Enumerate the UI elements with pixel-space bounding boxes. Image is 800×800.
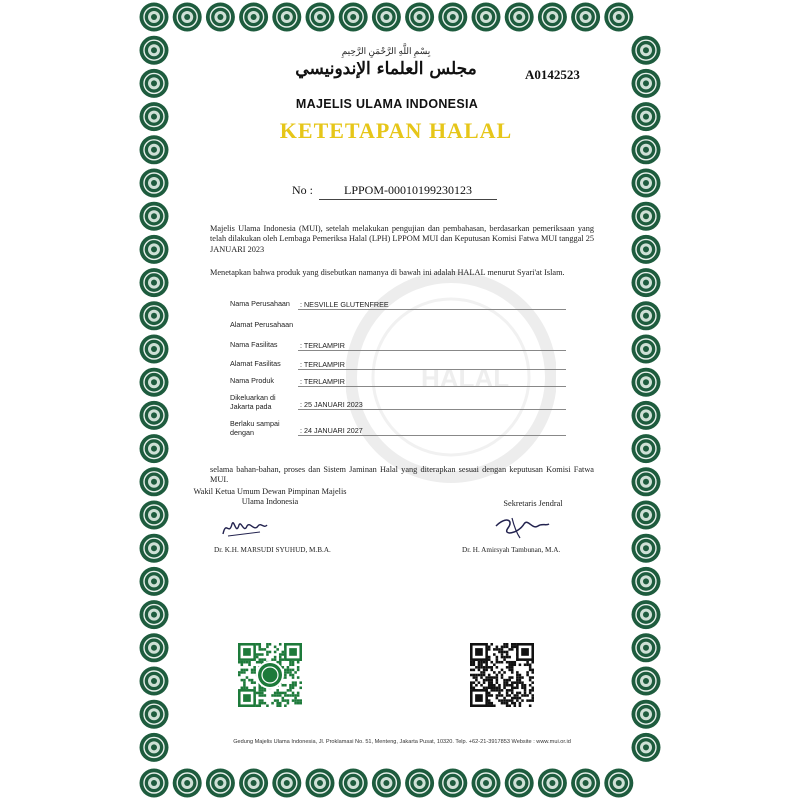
border-medallion xyxy=(339,769,368,798)
border-medallion xyxy=(632,135,661,164)
border-medallion xyxy=(140,368,169,397)
border-medallion xyxy=(632,733,661,762)
basmalah-text: بِسْمِ اللَّهِ الرَّحْمَنِ الرَّحِيمِ xyxy=(341,46,431,56)
border-medallion xyxy=(632,268,661,297)
field-label: Dikeluarkan di Jakarta pada xyxy=(230,393,276,411)
border-medallion xyxy=(632,534,661,563)
border-medallion xyxy=(604,3,633,32)
field-value: : NESVILLE GLUTENFREE xyxy=(298,300,566,310)
certificate-number: LPPOM-00010199230123 xyxy=(319,183,497,200)
border-medallion xyxy=(173,3,202,32)
border-medallion xyxy=(632,368,661,397)
border-medallion xyxy=(140,534,169,563)
border-medallion xyxy=(632,69,661,98)
border-medallion xyxy=(632,401,661,430)
border-medallion xyxy=(632,633,661,662)
right-signatory-title: Sekretaris Jendral xyxy=(503,499,563,508)
svg-text:HALAL: HALAL xyxy=(421,363,510,393)
document-title: KETETAPAN HALAL xyxy=(279,118,513,143)
border-medallion xyxy=(505,3,534,32)
border-medallion xyxy=(140,335,169,364)
border-medallion xyxy=(140,301,169,330)
field-label: Alamat Perusahaan xyxy=(230,320,294,329)
border-medallion xyxy=(140,202,169,231)
left-signatory-title: Wakil Ketua Umum Dewan Pimpinan Majelis Ulama Indonesia xyxy=(193,487,347,506)
border-medallion xyxy=(140,633,169,662)
border-medallion xyxy=(140,700,169,729)
field-label: Berlaku sampai dengan xyxy=(230,419,280,437)
border-medallion xyxy=(632,36,661,65)
border-medallion xyxy=(472,3,501,32)
border-medallion xyxy=(140,467,169,496)
border-medallion xyxy=(632,667,661,696)
border-medallion xyxy=(405,769,434,798)
field-label: Nama Produk xyxy=(230,376,274,385)
border-medallion xyxy=(632,335,661,364)
border-medallion xyxy=(140,401,169,430)
field-value: : TERLAMPIR xyxy=(298,360,566,370)
field-label: Nama Perusahaan xyxy=(230,299,290,308)
border-medallion xyxy=(571,3,600,32)
border-medallion xyxy=(272,769,301,798)
border-medallion xyxy=(632,700,661,729)
number-label: No : xyxy=(292,183,313,197)
border-medallion xyxy=(140,3,169,32)
border-medallion xyxy=(306,3,335,32)
halal-qr-code xyxy=(238,643,302,707)
border-medallion xyxy=(405,3,434,32)
serial-number: A0142523 xyxy=(525,67,580,82)
border-medallion xyxy=(140,567,169,596)
border-medallion xyxy=(632,467,661,496)
border-medallion xyxy=(140,501,169,530)
border-medallion xyxy=(571,769,600,798)
field-value: : 24 JANUARI 2027 xyxy=(298,426,566,436)
border-medallion xyxy=(140,667,169,696)
border-medallion xyxy=(140,69,169,98)
left-signatory-name: Dr. K.H. MARSUDI SYUHUD, M.B.A. xyxy=(214,546,331,554)
arabic-org-logo: مجلس العلماء الإندونيسي xyxy=(295,59,477,79)
intro-paragraph: Majelis Ulama Indonesia (MUI), setelah melakukan pengujian dan pembahasan, berdasarkan pemeriksaan yang telah dilakukan oleh Lembaga Pemeriksa Halal (LPH) LPPOM MUI dan Keputusan Komisi Fatwa MUI tanggal 25 JANUARI 2023 xyxy=(210,224,594,254)
border-medallion xyxy=(140,600,169,629)
border-medallion xyxy=(140,235,169,264)
border-medallion xyxy=(140,434,169,463)
border-medallion xyxy=(538,769,567,798)
border-medallion xyxy=(372,769,401,798)
field-label: Alamat Fasilitas xyxy=(230,359,281,368)
border-medallion xyxy=(140,135,169,164)
border-medallion xyxy=(306,769,335,798)
border-medallion xyxy=(140,268,169,297)
right-signature xyxy=(492,512,552,540)
border-medallion xyxy=(632,600,661,629)
border-medallion xyxy=(438,3,467,32)
field-label: Nama Fasilitas xyxy=(230,340,278,349)
border-medallion xyxy=(632,567,661,596)
border-medallion xyxy=(632,301,661,330)
border-medallion xyxy=(505,769,534,798)
border-medallion xyxy=(239,769,268,798)
certificate-number-row xyxy=(292,183,497,200)
border-medallion xyxy=(140,733,169,762)
border-medallion xyxy=(604,769,633,798)
border-medallion xyxy=(632,202,661,231)
border-medallion xyxy=(538,3,567,32)
verification-qr-code xyxy=(470,643,534,707)
border-medallion xyxy=(140,169,169,198)
right-signatory-name: Dr. H. Amirsyah Tambunan, M.A. xyxy=(462,546,561,554)
border-medallion xyxy=(272,3,301,32)
border-medallion xyxy=(632,501,661,530)
border-medallion xyxy=(632,434,661,463)
border-medallion xyxy=(632,102,661,131)
field-value: : 25 JANUARI 2023 xyxy=(298,400,566,410)
border-medallion xyxy=(438,769,467,798)
declaration-paragraph: Menetapkan bahwa produk yang disebutkan namanya di bawah ini adalah HALAL menurut Syari'at Islam. xyxy=(210,268,565,277)
border-medallion xyxy=(206,769,235,798)
organization-name: MAJELIS ULAMA INDONESIA xyxy=(295,97,479,111)
left-signature xyxy=(220,516,270,540)
border-medallion xyxy=(372,3,401,32)
footer-address: Gedung Majelis Ulama Indonesia, Jl. Proklamasi No. 51, Menteng, Jakarta Pusat, 10320. Telp. +62-21-3917853 Website : www.mui.or.id xyxy=(233,739,571,745)
border-medallion xyxy=(632,235,661,264)
border-medallion xyxy=(472,769,501,798)
border-medallion xyxy=(173,769,202,798)
border-medallion xyxy=(140,36,169,65)
certificate-content xyxy=(186,42,614,757)
border-medallion xyxy=(339,3,368,32)
field-value: : TERLAMPIR xyxy=(298,377,566,387)
border-medallion xyxy=(206,3,235,32)
field-value: : TERLAMPIR xyxy=(298,341,566,351)
border-medallion xyxy=(632,169,661,198)
border-medallion xyxy=(140,102,169,131)
border-medallion xyxy=(239,3,268,32)
border-medallion xyxy=(140,769,169,798)
closing-paragraph: selama bahan-bahan, proses dan Sistem Jaminan Halal yang diterapkan sesuai dengan keputusan Komisi Fatwa MUI. xyxy=(210,465,594,485)
